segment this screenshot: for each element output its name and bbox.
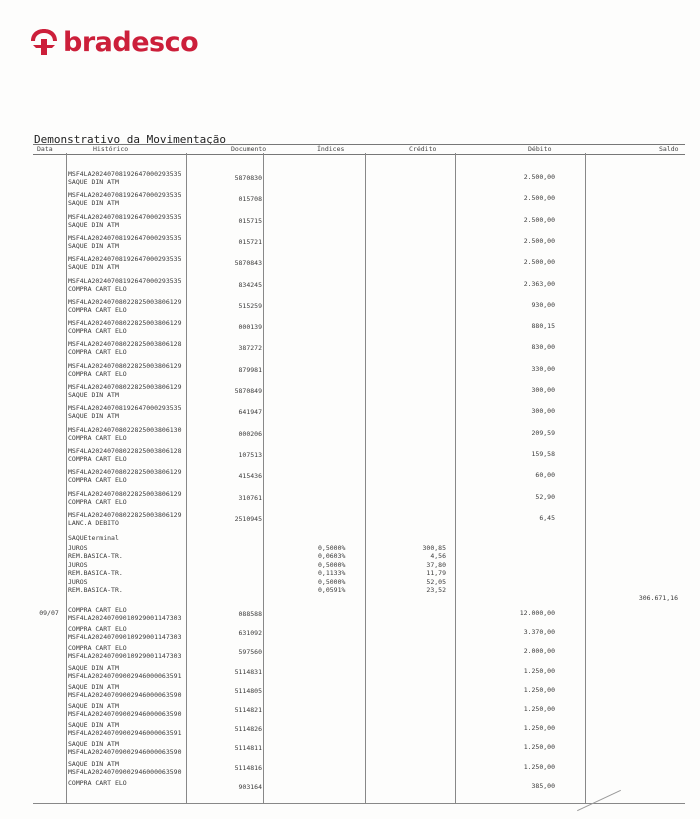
debit-value: 3.370,00: [523, 628, 555, 637]
debit-value: 2.500,00: [523, 236, 555, 245]
history-line-1: MSF4LA20240708192647000293535: [68, 404, 182, 413]
debit-value: 159,58: [531, 449, 555, 458]
document-number: 5870849: [234, 387, 262, 395]
document-number: 903164: [238, 782, 262, 791]
history-line-1: MSF4LA20240708022825003806129: [68, 361, 182, 370]
history-line-2: COMPRA CART ELO: [68, 305, 127, 314]
history-line-1: MSF4LA20240708022825003806128: [68, 340, 182, 349]
document-number: 5114831: [234, 667, 262, 676]
bank-logo: [28, 26, 198, 58]
col-data: Data: [37, 145, 53, 153]
history-line-2: SAQUE DIN ATM: [68, 263, 119, 272]
credit-value: 52,05: [426, 577, 446, 586]
table-row: [0, 779, 700, 804]
history-line-1: SAQUE DIN ATM: [68, 740, 119, 749]
document-number: 015721: [238, 237, 262, 246]
history-line-2: MSF4LA20240709010929001147303: [68, 652, 182, 661]
document-number: 415436: [238, 472, 262, 481]
credit-value: 4,56: [430, 552, 446, 561]
history-line-1: MSF4LA20240708192647000293535: [68, 276, 182, 285]
history-line-1: SAQUE DIN ATM: [68, 682, 119, 691]
debit-value: 60,00: [535, 471, 555, 480]
history-line-1: MSF4LA20240708022825003806129: [68, 319, 182, 328]
history-line-1: SAQUE DIN ATM: [68, 721, 119, 730]
interest-row: [0, 569, 700, 577]
col-historico: Histórico: [93, 145, 129, 153]
history-line-1: MSF4LA20240708192647000293535: [68, 212, 182, 221]
history-line-2: MSF4LA20240709002946000063590: [68, 690, 182, 699]
interest-label: REM.BASICA-TR.: [68, 552, 123, 561]
debit-value: 1.250,00: [523, 685, 555, 694]
history-line-1: COMPRA CART ELO: [68, 606, 127, 614]
history-line-2: MSF4LA20240709002946000063590: [68, 767, 182, 776]
history-line-2: SAQUE DIN ATM: [68, 241, 119, 250]
history-line-1: MSF4LA20240708022825003806129: [68, 510, 182, 519]
document-number: 088588: [238, 610, 262, 618]
debit-value: 2.500,00: [523, 173, 555, 181]
debit-value: 2.363,00: [523, 279, 555, 288]
debit-value: 880,15: [531, 322, 555, 331]
history-line-1: MSF4LA20240708022825003806128: [68, 446, 182, 455]
document-number: 015715: [238, 216, 262, 225]
document-number: 107513: [238, 450, 262, 459]
history-line-1: MSF4LA20240708022825003806129: [68, 383, 182, 391]
history-line-1: COMPRA CART ELO: [68, 644, 127, 653]
debit-value: 1.250,00: [523, 743, 555, 752]
history-line-1: SAQUE DIN ATM: [68, 702, 119, 710]
debit-value: 1.250,00: [523, 705, 555, 713]
history-line-2: COMPRA CART ELO: [68, 454, 127, 463]
document-number: 2510945: [234, 514, 262, 523]
debit-value: 830,00: [531, 343, 555, 352]
interest-label: JUROS: [68, 560, 88, 569]
history-line-2: COMPRA CART ELO: [68, 369, 127, 378]
interest-row: [0, 561, 700, 569]
document-number: 5114805: [234, 686, 262, 695]
document-number: 641947: [238, 408, 262, 417]
bradesco-tree-icon: [28, 27, 60, 57]
debit-value: 1.250,00: [523, 666, 555, 675]
credit-value: 37,80: [426, 560, 446, 569]
debit-value: 930,00: [531, 300, 555, 309]
interest-row: [0, 586, 700, 594]
debit-value: 1.250,00: [523, 762, 555, 771]
history-line-2: MSF4LA20240709002946000063590: [68, 748, 182, 757]
interest-index: 0,0603%: [318, 552, 346, 561]
document-number: 000139: [238, 323, 262, 332]
history-line-1: SAQUE DIN ATM: [68, 759, 119, 768]
debit-value: 52,90: [535, 492, 555, 501]
history-line-1: COMPRA CART ELO: [68, 625, 127, 634]
col-credito: Crédito: [409, 145, 437, 153]
document-number: 5114816: [234, 763, 262, 772]
document-number: 5114821: [234, 706, 262, 714]
document-number: 5114826: [234, 725, 262, 734]
document-number: 310761: [238, 493, 262, 502]
debit-value: 2.500,00: [523, 194, 555, 203]
document-number: 834245: [238, 280, 262, 289]
col-indices: Índices: [317, 145, 345, 153]
debit-value: 2.500,00: [523, 258, 555, 267]
history-line-2: SAQUE DIN ATM: [68, 199, 119, 208]
interest-row: [0, 552, 700, 560]
history-line-1: COMPRA CART ELO: [68, 778, 127, 787]
history-line-2: MSF4LA20240709002946000063590: [68, 710, 182, 718]
interest-row: [0, 544, 700, 552]
col-documento: Documento: [231, 145, 267, 153]
history-line-2: MSF4LA20240709002946000063591: [68, 671, 182, 680]
document-number: 879981: [238, 365, 262, 374]
history-line-1: MSF4LA20240708022825003806129: [68, 468, 182, 477]
history-line-2: COMPRA CART ELO: [68, 284, 127, 293]
history-line-1: MSF4LA20240708192647000293535: [68, 255, 182, 264]
table-row: [0, 511, 700, 536]
debit-value: 385,00: [531, 781, 555, 790]
col-saldo: Saldo: [659, 145, 679, 153]
history-line-2: SAQUE DIN ATM: [68, 220, 119, 229]
credit-value: 23,52: [426, 586, 446, 594]
interest-index: 0,5000%: [318, 577, 346, 586]
history-line-1: MSF4LA20240708192647000293535: [68, 170, 182, 178]
statement-title: Demonstrativo da Movimentação: [34, 133, 227, 146]
credit-value: 11,79: [426, 569, 446, 578]
history-line-2: COMPRA CART ELO: [68, 327, 127, 336]
history-line-1: SAQUE DIN ATM: [68, 663, 119, 672]
history-line-1: MSF4LA20240708192647000293535: [68, 191, 182, 200]
interest-index: 0,5000%: [318, 560, 346, 569]
document-number: 515259: [238, 301, 262, 310]
brand-name: bradesco: [63, 26, 199, 58]
document-number: 5114811: [234, 744, 262, 753]
history-line-2: MSF4LA20240709010929001147303: [68, 614, 182, 622]
debit-value: 209,59: [531, 428, 555, 437]
document-number: 631092: [238, 629, 262, 638]
interest-index: 0,5000%: [318, 544, 346, 552]
credit-value: 300,85: [422, 544, 446, 552]
history-line-1: MSF4LA20240708022825003806130: [68, 425, 182, 434]
debit-value: 330,00: [531, 364, 555, 373]
history-line-2: MSF4LA20240709010929001147303: [68, 633, 182, 642]
interest-row: [0, 578, 700, 586]
debit-value: 1.250,00: [523, 724, 555, 733]
debit-value: 300,00: [531, 407, 555, 416]
history-line-2: LANC.A DEBITO: [68, 518, 119, 527]
interest-index: 0,0591%: [318, 586, 346, 594]
col-debito: Débito: [528, 145, 552, 153]
history-line-2: COMPRA CART ELO: [68, 476, 127, 485]
history-line-1: MSF4LA20240708022825003806129: [68, 297, 182, 306]
history-line-2: SAQUE DIN ATM: [68, 412, 119, 421]
interest-label: JUROS: [68, 544, 88, 552]
document-number: 5870843: [234, 259, 262, 268]
debit-value: 300,00: [531, 386, 555, 394]
debit-value: 6,45: [539, 513, 555, 522]
history-line-1: MSF4LA20240708022825003806129: [68, 489, 182, 498]
debit-value: 12.000,00: [519, 609, 555, 617]
history-line-2: SAQUE DIN ATM: [68, 391, 119, 399]
document-number: 015708: [238, 195, 262, 204]
interest-label: REM.BASICA-TR.: [68, 586, 123, 594]
history-line-2: COMPRA CART ELO: [68, 348, 127, 357]
debit-value: 2.500,00: [523, 215, 555, 224]
document-number: 597560: [238, 648, 262, 657]
history-line-1: MSF4LA20240708192647000293535: [68, 233, 182, 242]
document-number: 387272: [238, 344, 262, 353]
table-header: [33, 144, 685, 155]
saque-terminal-label: SAQUEterminal: [68, 534, 119, 542]
history-line-2: SAQUE DIN ATM: [68, 178, 119, 186]
document-number: 000206: [238, 429, 262, 438]
debit-value: 2.000,00: [523, 647, 555, 656]
interest-index: 0,1133%: [318, 569, 346, 578]
history-line-2: MSF4LA20240709002946000063591: [68, 729, 182, 738]
document-number: 5870830: [234, 174, 262, 182]
interest-label: JUROS: [68, 577, 88, 586]
history-line-2: COMPRA CART ELO: [68, 433, 127, 442]
history-line-2: COMPRA CART ELO: [68, 497, 127, 506]
interest-label: REM.BASICA-TR.: [68, 569, 123, 578]
saldo-value: 306.671,16: [638, 594, 678, 602]
date-label: 09/07: [39, 609, 59, 617]
